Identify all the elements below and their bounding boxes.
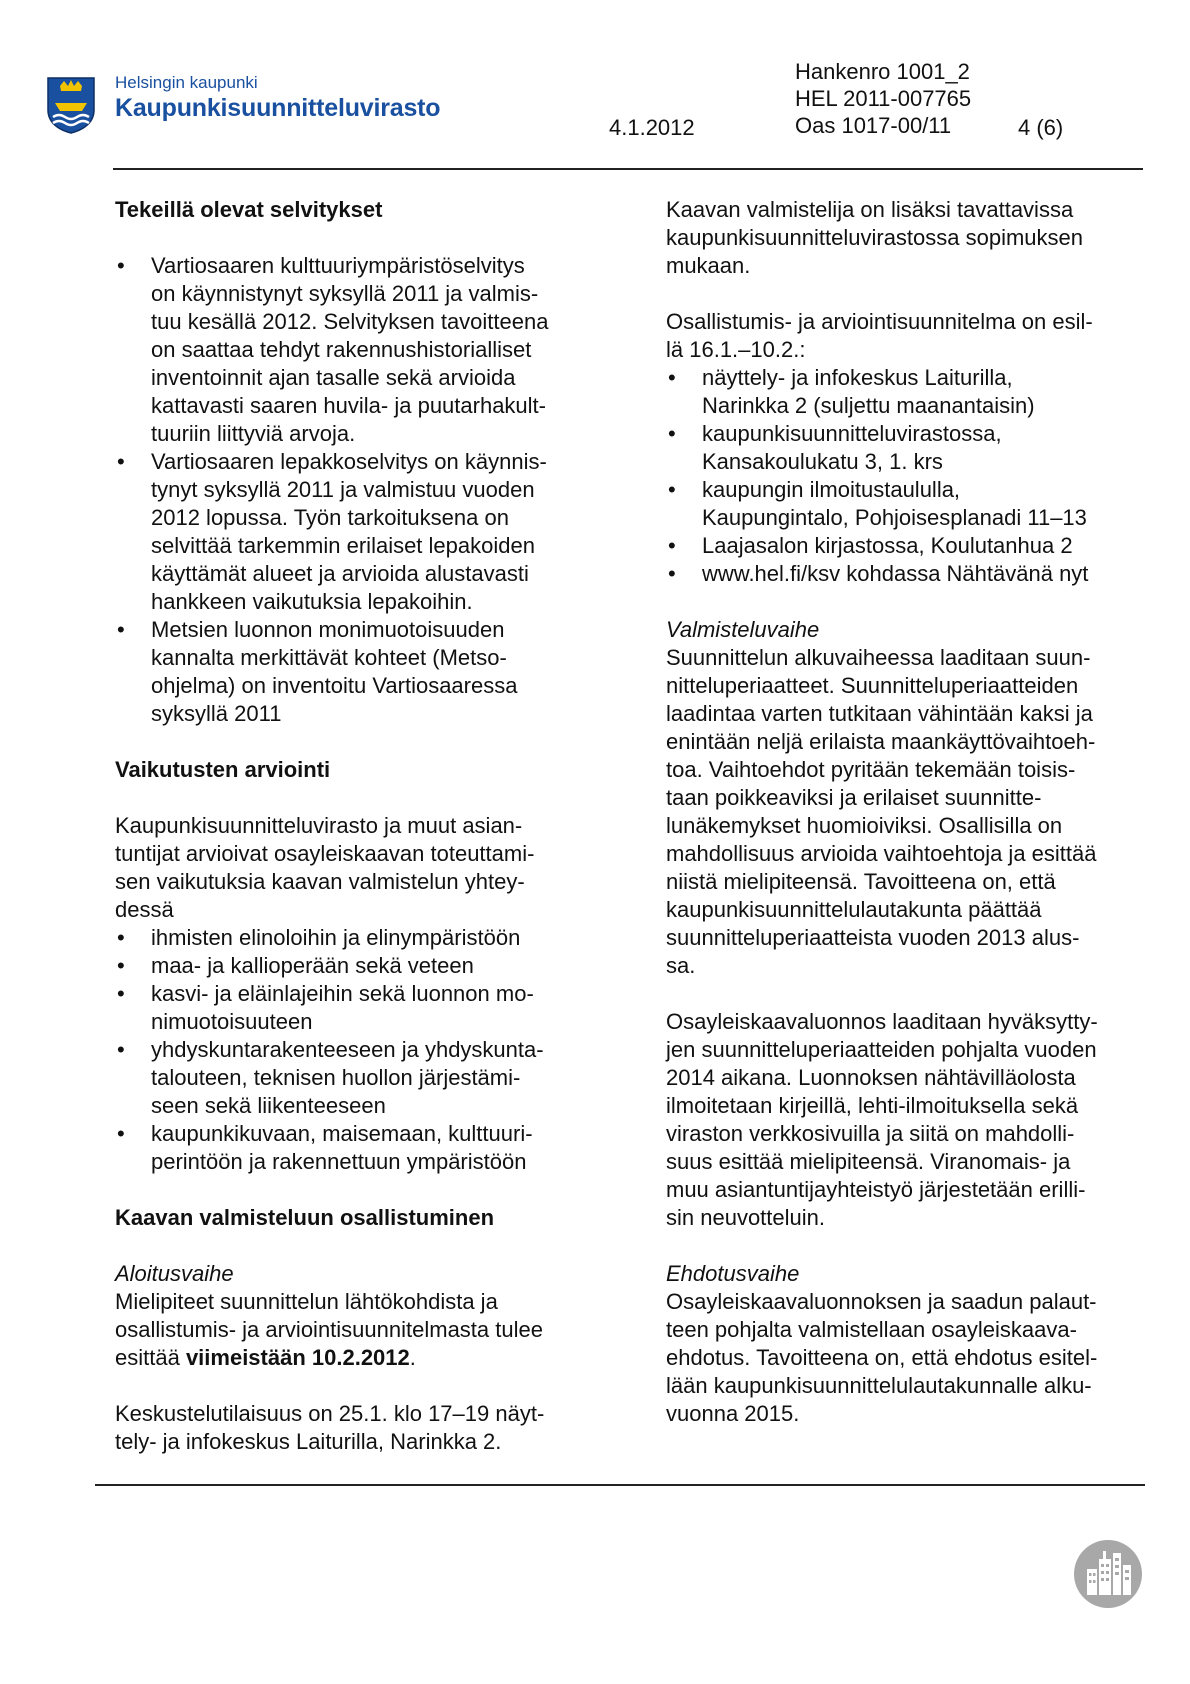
subheading-proposal-phase: Ehdotusvaihe <box>666 1261 800 1286</box>
text-line: näyttely- ja infokeskus Laiturilla, <box>702 365 1013 390</box>
subheading-preparation-phase: Valmisteluvaihe <box>666 617 820 642</box>
list-item <box>115 1036 605 1120</box>
text-line: perintöön ja rakennettuun ympäristöön <box>151 1149 527 1174</box>
text-line: käyttämät alueet ja arvioida alustavasti <box>151 561 529 586</box>
text-line: kaupunkisuunnitteluvirastossa, <box>702 421 1002 446</box>
list-item <box>115 952 605 980</box>
text-line: 2014 aikana. Luonnoksen nähtävilläolosta <box>666 1065 1076 1090</box>
text-line: jen suunnitteluperiaatteiden pohjalta vuoden <box>666 1037 1097 1062</box>
org-city: Helsingin kaupunki <box>115 73 258 92</box>
bullet-icon: • <box>668 561 676 586</box>
heading-ongoing-studies: Tekeillä olevat selvitykset <box>115 197 383 222</box>
proposal-text <box>666 1288 1156 1428</box>
text-line: sin neuvotteluin. <box>666 1205 825 1230</box>
text-line: toa. Vaihtoehdot pyritään tekemään toisis- <box>666 757 1076 782</box>
impacts-list <box>115 924 605 1176</box>
text-line: kaupunkisuunnitteluvirastossa sopimuksen <box>666 225 1084 250</box>
text-line: Narinkka 2 (suljettu maanantaisin) <box>702 393 1035 418</box>
text-line: selvittää tarkemmin erilaiset lepakoiden <box>151 533 535 558</box>
text-line: sa. <box>666 953 696 978</box>
list-item <box>666 364 1156 420</box>
text-line: laadintaa varten tutkitaan vähintään kaksi ja <box>666 701 1093 726</box>
subheading-initial-phase: Aloitusvaihe <box>115 1261 234 1286</box>
list-item <box>666 532 1156 560</box>
text-line: kaupunkikuvaan, maisemaan, kulttuuri- <box>151 1121 533 1146</box>
text-line: lunäkemykset huomioiviksi. Osallisilla on <box>666 813 1063 838</box>
document-date: 4.1.2012 <box>609 115 695 140</box>
text-line: Kansakoulukatu 3, 1. krs <box>702 449 943 474</box>
text-line: tuntijat arvioivat osayleiskaavan toteuttami- <box>115 841 535 866</box>
bullet-icon: • <box>117 953 125 978</box>
header-divider <box>113 168 1143 170</box>
initial-phase-text <box>115 1288 605 1372</box>
list-item <box>115 616 605 728</box>
list-item <box>115 980 605 1036</box>
text-line: Osallistumis- ja arviointisuunnitelma on esil- <box>666 309 1093 334</box>
oas-number: Oas 1017-00/11 <box>795 113 952 138</box>
bullet-icon: • <box>117 449 125 474</box>
impact-intro <box>115 812 605 924</box>
text-line: tuu kesällä 2012. Selvityksen tavoitteena <box>151 309 549 334</box>
text-line: Laajasalon kirjastossa, Koulutanhua 2 <box>702 533 1073 558</box>
list-item <box>115 252 605 448</box>
deadline-text: viimeistään 10.2.2012 <box>185 1345 410 1370</box>
text-fragment: . <box>409 1345 416 1370</box>
bullet-icon: • <box>668 421 676 446</box>
locations-list <box>666 364 1156 588</box>
organization-block <box>115 73 440 123</box>
bullet-icon: • <box>117 617 125 642</box>
bullet-icon: • <box>117 981 125 1006</box>
text-line: Kaupungintalo, Pohjoisesplanadi 11–13 <box>702 505 1087 530</box>
text-line: on saattaa tehdyt rakennushistorialliset <box>151 337 532 362</box>
bullet-icon: • <box>117 253 125 278</box>
list-item <box>666 560 1156 588</box>
text-line: Suunnittelun alkuvaiheessa laaditaan suun- <box>666 645 1091 670</box>
text-line: taan poikkeaviksi ja erilaiset suunnitte- <box>666 785 1042 810</box>
text-line: 2012 lopussa. Työn tarkoituksena on <box>151 505 509 530</box>
draft-text <box>666 1008 1156 1232</box>
helsinki-crest-logo <box>46 76 96 134</box>
text-line: vuonna 2015. <box>666 1401 800 1426</box>
text-line: Osayleiskaavaluonnoksen ja saadun palaut- <box>666 1289 1097 1314</box>
text-line: sen vaikutuksia kaavan valmistelun yhtey- <box>115 869 525 894</box>
text-line: syksyllä 2011 <box>151 701 282 726</box>
list-item <box>115 1120 605 1176</box>
heading-participation: Kaavan valmisteluun osallistuminen <box>115 1205 495 1230</box>
text-line: seen sekä liikenteeseen <box>151 1093 386 1118</box>
text-line: suus esittää mielipiteensä. Viranomais- ja <box>666 1149 1071 1174</box>
building-icon <box>1073 1539 1143 1609</box>
text-line: hankkeen vaikutuksia lepakoihin. <box>151 589 473 614</box>
bullet-icon: • <box>117 925 125 950</box>
text-line: enintään neljä erilaista maankäyttövaihtoeh- <box>666 729 1096 754</box>
preparation-text <box>666 644 1156 980</box>
text-line: kaupunkisuunnittelulautakunta päättää <box>666 897 1042 922</box>
text-line: kattavasti saaren huvila- ja puutarhakult- <box>151 393 546 418</box>
text-line: kasvi- ja eläinlajeihin sekä luonnon mo- <box>151 981 534 1006</box>
text-line: nitteluperiaatteet. Suunnitteluperiaatteiden <box>666 673 1079 698</box>
text-line: Keskustelutilaisuus on 25.1. klo 17–19 näyt- <box>115 1401 545 1426</box>
list-item <box>115 448 605 616</box>
text-line: ohjelma) on inventoitu Vartiosaaressa <box>151 673 518 698</box>
bullet-icon: • <box>668 533 676 558</box>
text-fragment: esittää <box>115 1345 186 1370</box>
text-line: kannalta merkittävät kohteet (Metso- <box>151 645 507 670</box>
contact-text <box>666 196 1156 280</box>
text-line: mukaan. <box>666 253 751 278</box>
text-line: ilmoitetaan kirjeillä, lehti-ilmoituksella sekä <box>666 1093 1079 1118</box>
project-number: Hankenro 1001_2 <box>795 59 970 84</box>
list-item <box>115 924 605 952</box>
bullet-icon: • <box>668 477 676 502</box>
text-line: Metsien luonnon monimuotoisuuden <box>151 617 505 642</box>
text-line: Kaupunkisuunnitteluvirasto ja muut asian- <box>115 813 523 838</box>
text-line: muu asiantuntijayhteistyö järjestetään erilli- <box>666 1177 1086 1202</box>
text-line: tynyt syksyllä 2011 ja valmistuu vuoden <box>151 477 535 502</box>
footer-divider <box>95 1484 1145 1486</box>
text-line: Vartiosaaren lepakkoselvitys on käynnis- <box>151 449 547 474</box>
display-intro <box>666 308 1156 364</box>
hel-number: HEL 2011-007765 <box>795 86 972 111</box>
text-line: ihmisten elinoloihin ja elinympäristöön <box>151 925 521 950</box>
left-column <box>115 196 605 1456</box>
text-line: niistä mielipiteensä. Tavoitteena on, että <box>666 869 1056 894</box>
text-line: tely- ja infokeskus Laiturilla, Narinkka 2. <box>115 1429 502 1454</box>
bullet-icon: • <box>117 1037 125 1062</box>
list-item <box>666 420 1156 476</box>
text-line: inventoinnit ajan tasalle sekä arvioida <box>151 365 516 390</box>
text-line: suunnitteluperiaatteista vuoden 2013 alus- <box>666 925 1080 950</box>
text-line: Osayleiskaavaluonnos laaditaan hyväksytty- <box>666 1009 1098 1034</box>
text-line: lään kaupunkisuunnittelulautakunnalle alku- <box>666 1373 1092 1398</box>
bullet-icon: • <box>117 1121 125 1146</box>
text-line: kaupungin ilmoitustaululla, <box>702 477 961 502</box>
text-line: maa- ja kallioperään sekä veteen <box>151 953 474 978</box>
text-line: Kaavan valmistelija on lisäksi tavattavissa <box>666 197 1074 222</box>
text-line: Vartiosaaren kulttuuriympäristöselvitys <box>151 253 525 278</box>
org-department: Kaupunkisuunnitteluvirasto <box>115 94 441 122</box>
text-line: tuuriin liittyviä arvoja. <box>151 421 356 446</box>
text-line: www.hel.fi/ksv kohdassa Nähtävänä nyt <box>702 561 1089 586</box>
text-line: talouteen, teknisen huollon järjestämi- <box>151 1065 521 1090</box>
text-line: Mielipiteet suunnittelun lähtökohdista ja <box>115 1289 498 1314</box>
heading-impact-assessment: Vaikutusten arviointi <box>115 757 331 782</box>
right-column <box>666 196 1156 1428</box>
text-line <box>115 1344 605 1372</box>
text-line: dessä <box>115 897 174 922</box>
event-text <box>115 1400 605 1456</box>
text-line: nimuotoisuuteen <box>151 1009 313 1034</box>
page-number: 4 (6) <box>1018 115 1064 140</box>
text-line: mahdollisuus arvioida vaihtoehtoja ja esittää <box>666 841 1097 866</box>
document-meta <box>795 58 971 139</box>
text-line: osallistumis- ja arviointisuunnitelmasta tulee <box>115 1317 543 1342</box>
studies-list <box>115 252 605 728</box>
text-line: yhdyskuntarakenteeseen ja yhdyskunta- <box>151 1037 544 1062</box>
text-line: teen pohjalta valmistellaan osayleiskaava- <box>666 1317 1077 1342</box>
text-line: ehdotus. Tavoitteena on, että ehdotus esitel- <box>666 1345 1098 1370</box>
text-line: lä 16.1.–10.2.: <box>666 337 806 362</box>
text-line: viraston verkkosivuilla ja siitä on mahdolli- <box>666 1121 1075 1146</box>
bullet-icon: • <box>668 365 676 390</box>
text-line: on käynnistynyt syksyllä 2011 ja valmis- <box>151 281 539 306</box>
list-item <box>666 476 1156 532</box>
